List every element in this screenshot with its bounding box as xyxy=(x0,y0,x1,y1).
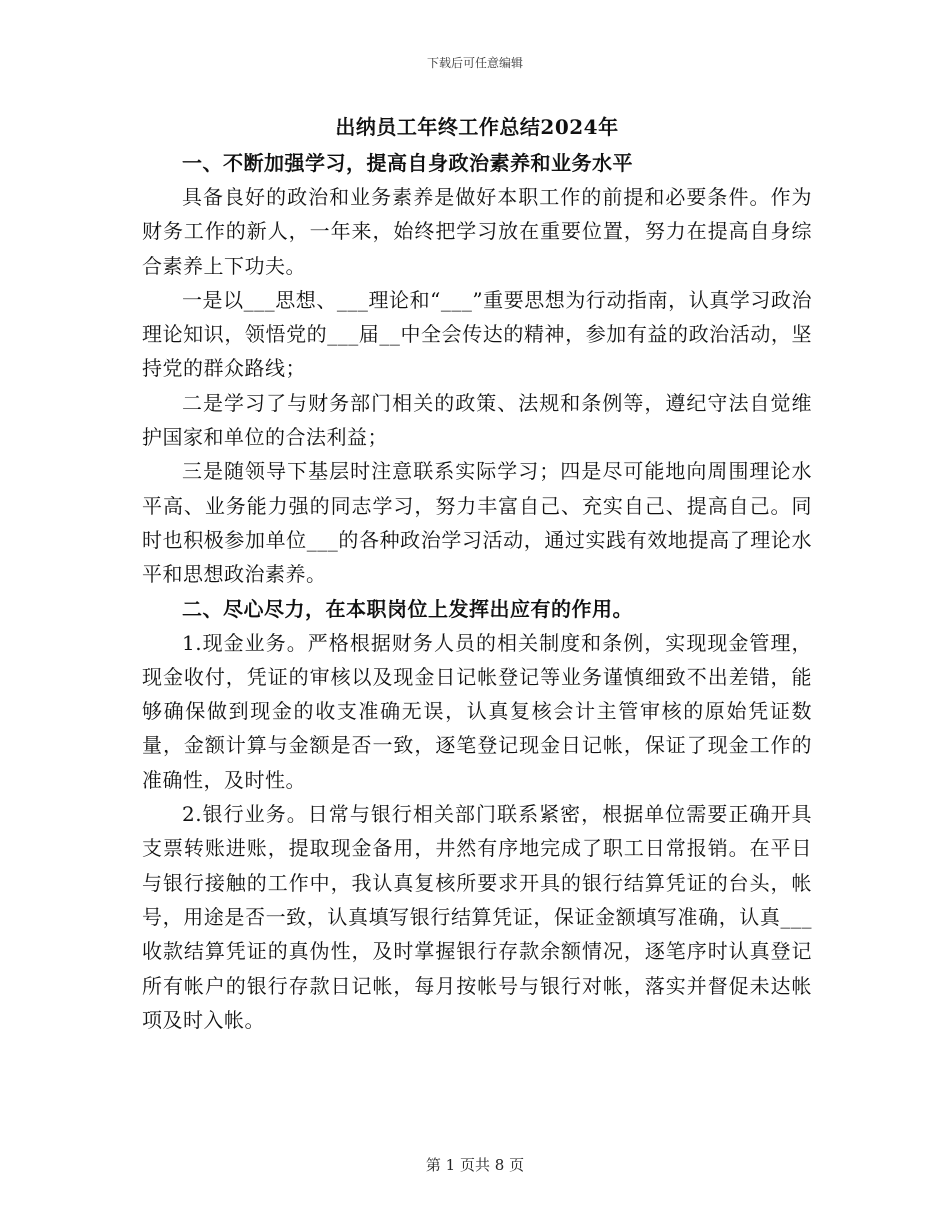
page-footer: 第 1 页共 8 页 xyxy=(425,1156,525,1174)
paragraph: 具备良好的政治和业务素养是做好本职工作的前提和必要条件。作为财务工作的新人，一年来，始终把学习放在重要位置，努力在提高自身综合素养上下功夫。 xyxy=(142,185,812,278)
header-note: 下载后可任意编辑 xyxy=(426,56,523,70)
section-heading: 一、不断加强学习，提高自身政治素养和业务水平 xyxy=(182,151,633,175)
document-title: 出纳员工年终工作总结2024年 xyxy=(335,115,619,139)
paragraph: 三是随领导下基层时注意联系实际学习；四是尽可能地向周围理论水平高、业务能力强的同志学习，努力丰富自己、充实自己、提高自己。同时也积极参加单位___的各种政治学习活动，通过实践有效地提高了理论水平和思想政治素养。 xyxy=(142,459,812,587)
section-heading: 二、尽心尽力，在本职岗位上发挥出应有的作用。 xyxy=(182,596,633,621)
paragraph: 1.现金业务。严格根据财务人员的相关制度和条例，实现现金管理，现金收付，凭证的审核以及现金日记帐登记等业务谨慎细致不出差错，能够确保做到现金的收支准确无误，认真复核会计主管审核的原始凭证数量，金额计算与金额是否一致，逐笔登记现金日记帐，保证了现金工作的准确性，及时性。 xyxy=(142,630,812,792)
paragraph: 一是以___思想、___理论和“___”重要思想为行动指南，认真学习政治理论知识，领悟党的___届__中全会传达的精神，参加有益的政治活动，坚持党的群众路线； xyxy=(142,287,812,381)
document-body xyxy=(142,112,812,1037)
paragraph: 二是学习了与财务部门相关的政策、法规和条例等，遵纪守法自觉维护国家和单位的合法利益； xyxy=(142,390,812,450)
paragraph: 2.银行业务。日常与银行相关部门联系紧密，根据单位需要正确开具支票转账进账，提取现金备用，井然有序地完成了职工日常报销。在平日与银行接触的工作中，我认真复核所要求开具的银行结算凭证的台头，帐号，用途是否一致，认真填写银行结算凭证，保证金额填写准确，认真___收款结算凭证的真伪性，及时掌握银行存款余额情况，逐笔序时认真登记所有帐户的银行存款日记帐，每月按帐号与银行对帐，落实并督促未达帐项及时入帐。 xyxy=(142,802,812,1032)
